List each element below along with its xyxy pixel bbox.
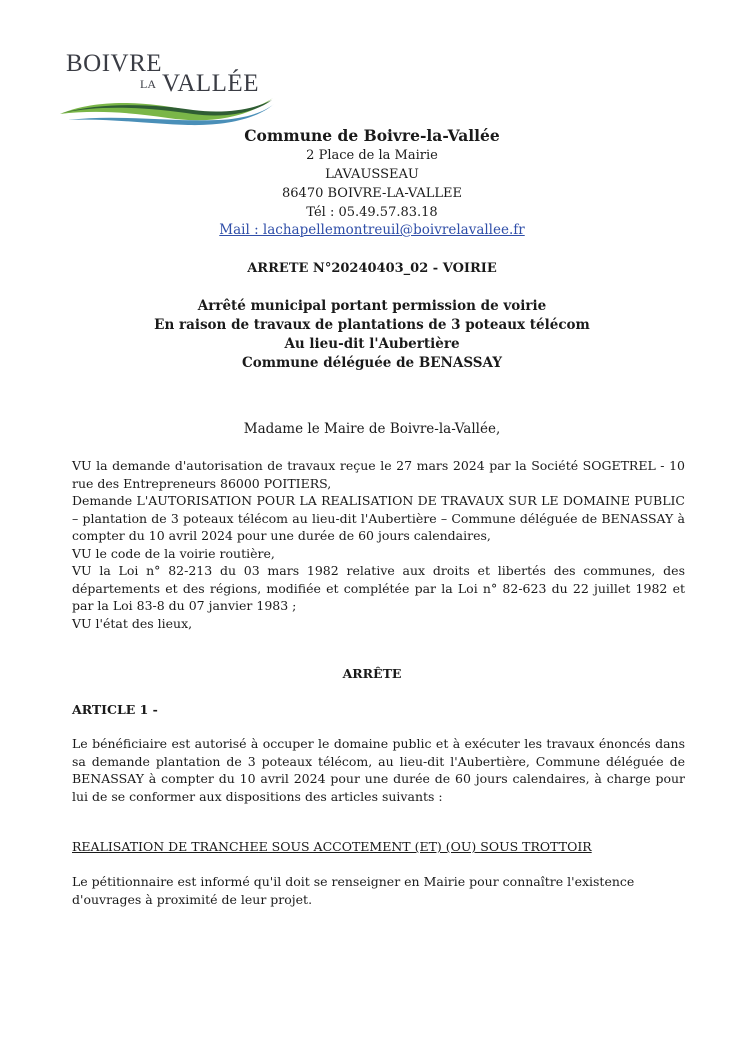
logo-word-boivre: BOIVRE	[66, 50, 163, 77]
final-text: Le pétitionnaire est informé qu'il doit se renseigner en Mairie pour connaître l'existence d'ouvrages à proximité de leur projet.	[72, 874, 635, 907]
consideration-paragraph: VU le code de la voirie routière,	[72, 545, 275, 561]
logo-word-vallee: VALLÉE	[162, 70, 259, 97]
article-1-text: Le bénéficiaire est autorisé à occuper le domaine public et à exécuter les travaux énoncés dans sa demande plantation de 3 poteaux télécom, au lieu-dit l'Aubertière, Commune déléguée de BENASSAY à compter du 10 avril 2024 pour une durée de 60 jours calendaires, à charge pour lui de se conformer aux dispositions des articles suivants :	[72, 736, 685, 804]
salutation: Madame le Maire de Boivre-la-Vallée,	[243, 421, 501, 437]
mail-link-container	[0, 222, 744, 238]
address-line-1: 2 Place de la Mairie	[306, 148, 438, 163]
subject-line-3: Au lieu-dit l'Aubertière	[284, 336, 460, 352]
consideration-paragraph: VU la demande d'autorisation de travaux reçue le 27 mars 2024 par la Société SOGETREL - 10 rue des Entrepreneurs 86000 POITIERS,	[72, 458, 685, 491]
boivre-la-vallee-logo	[58, 50, 278, 128]
logo-swoosh-icon	[58, 80, 278, 126]
phone-number: Tél : 05.49.57.83.18	[306, 205, 438, 220]
address-line-2: LAVAUSSEAU	[325, 167, 419, 182]
consideration-paragraph: Demande L'AUTORISATION POUR LA REALISATION DE TRAVAUX SUR LE DOMAINE PUBLIC – plantation de 3 poteaux télécom au lieu-dit l'Aubertière – Commune déléguée de BENASSAY à compter du 10 avril 2024 pour une durée de 60 jours calendaires,	[72, 493, 685, 543]
subject-line-2: En raison de travaux de plantations de 3 poteaux télécom	[154, 317, 590, 333]
consideration-paragraph: VU l'état des lieux,	[72, 615, 193, 631]
mail-link[interactable]: Mail : lachapellemontreuil@boivrelavallee.fr	[219, 222, 525, 238]
arrete-number: ARRETE N°20240403_02 - VOIRIE	[247, 261, 497, 276]
logo-word-la: LA	[140, 77, 156, 91]
section-title: REALISATION DE TRANCHEE SOUS ACCOTEMENT (ET) (OU) SOUS TROTTOIR	[72, 839, 592, 854]
article-1-heading: ARTICLE 1 -	[72, 702, 158, 717]
considerations-block	[72, 457, 685, 632]
final-paragraph	[72, 873, 685, 909]
consideration-paragraph: VU la Loi n° 82-213 du 03 mars 1982 relative aux droits et libertés des communes, des départements et des régions, modifiée et complétée par la Loi n° 82-623 du 22 juillet 1982 et par la Loi 83-8 du 07 janvier 1983 ;	[72, 563, 685, 613]
arrete-title: ARRÊTE	[342, 666, 402, 681]
article-1-body	[72, 735, 685, 805]
subject-line-4: Commune déléguée de BENASSAY	[241, 355, 502, 371]
commune-name: Commune de Boivre-la-Vallée	[244, 126, 500, 145]
address-line-3: 86470 BOIVRE-LA-VALLEE	[282, 186, 462, 201]
subject-line-1: Arrêté municipal portant permission de voirie	[197, 298, 547, 314]
